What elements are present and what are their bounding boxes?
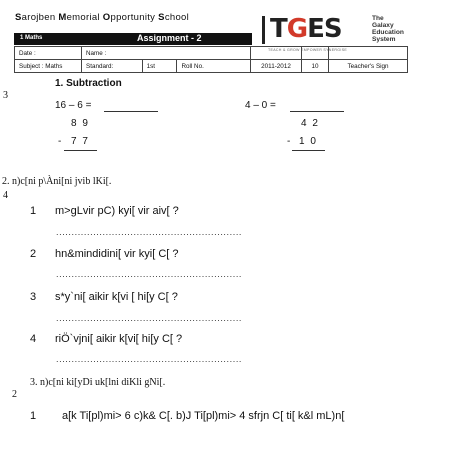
- info-table: [14, 46, 408, 73]
- year-cell: 2011-2012: [251, 60, 302, 73]
- section1-title: 1. Subtraction: [55, 78, 122, 89]
- q4-answer-dots: ............................................................: [56, 354, 243, 364]
- standard-label: Standard:: [82, 60, 143, 73]
- answer-line-2: [290, 111, 344, 112]
- q3-text: s*y`ni[ aikir k[vi [ hi[y C[ ?: [55, 291, 178, 303]
- q1-number: 1: [30, 205, 37, 217]
- q2-text: hn&mindidini[ vir kyi[ C[ ?: [55, 248, 179, 260]
- s3-q1-text: a[k Ti[pl)mi> 6 c)k& C[. b)J Ti[pl)mi> 4 sfrjn C[ ti[ k&l mL)n[: [62, 410, 345, 422]
- roll-no-cell: Roll No.: [177, 60, 251, 73]
- v1-top: 8 9: [71, 118, 90, 129]
- section2-marks: 4: [3, 190, 8, 201]
- assignment-title: Assignment - 2: [137, 33, 202, 43]
- logo-tagline: TEACH & GROW EMPOWER SYNERGISE: [268, 48, 348, 52]
- q2-answer-dots: ............................................................: [56, 269, 243, 279]
- date-field: Date :: [15, 47, 82, 60]
- v2-bottom: 1 0: [299, 136, 318, 147]
- q3-answer-dots: ............................................................: [56, 313, 243, 323]
- v1-minus: -: [58, 136, 63, 147]
- v1-bottom: 7 7: [71, 136, 90, 147]
- q1-answer-dots: ............................................................: [56, 227, 243, 237]
- answer-line-1: [104, 111, 158, 112]
- section1-marks: 3: [3, 90, 8, 101]
- eq2: 4 – 0 =: [245, 100, 276, 111]
- name-field: Name :: [82, 47, 251, 60]
- q1-text: m>gLvir pC) kyi[ vir aiv[ ?: [55, 205, 179, 217]
- q2-number: 2: [30, 248, 37, 260]
- s3-q1-number: 1: [30, 410, 37, 422]
- standard-value: 1st: [142, 60, 177, 73]
- title-bar: [14, 33, 252, 45]
- logo-subtitle: The Galaxy Education System: [372, 15, 404, 43]
- school-name: Sarojben Memorial Opportunity School: [15, 12, 190, 23]
- section3-title: 3. n)c[ni ki[yDi uk[lni diKli gNi[.: [30, 377, 166, 388]
- section3-marks: 2: [12, 389, 17, 400]
- teacher-sign-cell: Teacher's Sign: [329, 60, 408, 73]
- v2-minus: -: [287, 136, 292, 147]
- v2-line: [292, 150, 325, 151]
- v2-top: 4 2: [301, 118, 320, 129]
- q4-text: riÖ`vjni[ aikir k[vi[ hi[y C[ ?: [55, 333, 183, 345]
- v1-line: [64, 150, 97, 151]
- subject-tag: 1 Maths: [20, 35, 43, 41]
- subject-cell: Subject : Maths: [15, 60, 82, 73]
- logo-text: TGES: [270, 14, 342, 44]
- q4-number: 4: [30, 333, 37, 345]
- section2-title: 2. n)c[ni p\Àni[ni jvib lKi[.: [2, 176, 112, 187]
- q3-number: 3: [30, 291, 37, 303]
- eq1: 16 – 6 =: [55, 100, 92, 111]
- marks-cell: 10: [302, 60, 329, 73]
